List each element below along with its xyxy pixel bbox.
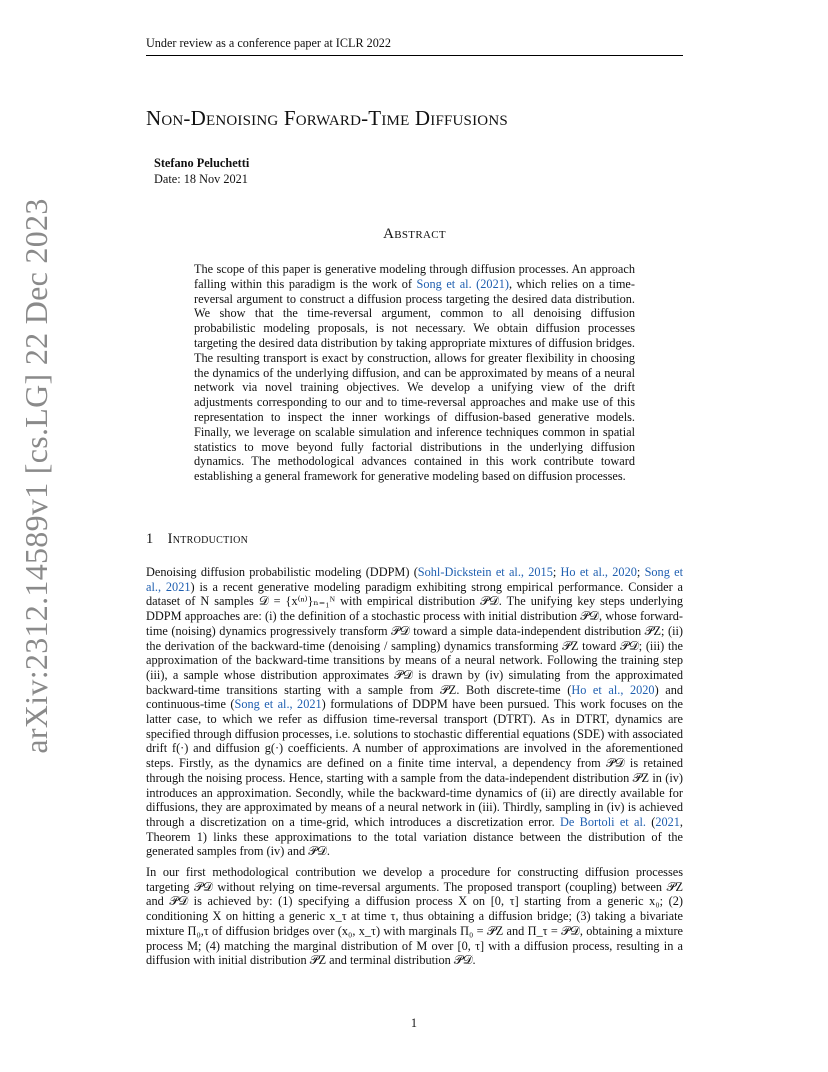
citation-link[interactable]: Song et al., 2021 — [146, 565, 683, 594]
body-text: ) formulations of DDPM have been pursued. This work focuses on the latter case, to which we refer as diffusion time-reversal transport (DTRT). As in DTRT, dynamics are specified through diffusion processes, i.e. solutions to stochastic differential equations (SDE) with associated drift f(·) and diffusion g(·) coefficients. A number of approximations are involved in the aforementioned steps. Firstly, as the dynamics are defined on a finite time interval, a dependency from 𝒫𝒟 is retained through the noising process. Hence, starting with a sample from the data-independent distribution 𝒫Z in (iv) introduces an approximation. Secondly, while the backward-time dynamics of (ii) are directly available for diffusions, they are approximated by means of a neural network in (iii). Thirdly, sampling in (iv) is achieved through a discretization on a time-grid, which introduces a discretization error. — [146, 697, 684, 829]
body-text: , Theorem 1) links these approximations to the total variation distance between the distribution of the generated samples from (iv) and 𝒫𝒟. — [146, 814, 683, 859]
abstract-heading: Abstract — [383, 226, 446, 242]
body-text: Denoising diffusion probabilistic modeling (DDPM) ( — [146, 565, 418, 579]
citation-link[interactable]: Song et al., 2021 — [234, 697, 322, 712]
arxiv-side-stamp: arXiv:2312.14589v1 [cs.LG] 22 Dec 2023 — [18, 198, 54, 754]
abstract-text: , which relies on a time-reversal argument to construct a diffusion process targeting the desired data distribution. We show that the time-reversal argument, common to all denoising diffusion probabilistic modeling proposals, is not necessary. We obtain diffusion processes targeting the desired data distribution by taking appropriate mixtures of diffusion bridges. The resulting transport is exact by construction, allows for greater flexibility in choosing the dynamics of the underlying diffusion, and can be approximated by means of a neural network via novel training objectives. We develop a unifying view of the drift adjustments corresponding to our and to time-reversal approaches and make use of this representation to inspect the inner workings of diffusion-based generative models. Finally, we leverage on scalable simulation and inference techniques common in spatial statistics to move beyond fully factorial distributions in the underlying diffusion dynamics. The methodological advances contained in this work contribute toward establishing a general framework for generative modeling based on diffusion processes. — [194, 276, 635, 484]
body-text: ; — [636, 565, 645, 579]
paper-date: Date: 18 Nov 2021 — [154, 172, 248, 186]
paragraph: In our first methodological contribution we develop a procedure for constructing diffusion processes targeting 𝒫𝒟 without relying on time-reversal arguments. The proposed transport (coupling) between 𝒫Z and 𝒫𝒟 is achieved by: (1) specifying a diffusion process X on [0, τ] starting from a generic x₀; (2) conditioning X on hitting a generic x_τ at time τ, thus obtaining a diffusion bridge; (3) taking a bivariate mixture Π₀,τ of diffusion bridges over (x₀, x_τ) with marginals Π₀ = 𝒫Z and Π_τ = 𝒫𝒟, obtaining a mixture process M; (4) matching the marginal distribution of M over [0, τ] with a diffusion process, resulting in a diffusion with initial distribution 𝒫Z and terminal distribution 𝒫𝒟. — [146, 865, 683, 968]
citation-link[interactable]: Sohl-Dickstein et al., 2015 — [417, 565, 553, 579]
paper-title: Non-Denoising Forward-Time Diffusions — [146, 106, 508, 130]
body-text: ( — [645, 814, 656, 829]
citation-link[interactable]: Ho et al., 2020 — [571, 682, 655, 697]
citation-link[interactable]: De Bortoli et al. — [560, 814, 646, 829]
citation-link[interactable]: Ho et al., 2020 — [560, 565, 637, 579]
section-number: 1 — [146, 531, 154, 547]
citation-link[interactable]: Song et al. (2021) — [416, 276, 509, 291]
paragraph — [146, 565, 683, 859]
author-name: Stefano Peluchetti — [154, 156, 250, 170]
section-heading — [146, 531, 248, 548]
abstract-body — [194, 262, 635, 484]
running-head: Under review as a conference paper at ICLR 2022 — [146, 36, 683, 56]
body-text: ) and continuous-time ( — [146, 682, 683, 712]
section-title: Introduction — [167, 531, 249, 547]
body-text: ) is a recent generative modeling paradigm exhibiting strong empirical performance. Consider a dataset of N samples 𝒟 = {x⁽ⁿ⁾}ₙ₌₁ᴺ with empirical distribution 𝒫𝒟. The unifying key steps underlying DDPM approaches are: (i) the definition of a stochastic process with initial distribution 𝒫𝒟, whose forward-time (noising) dynamics progressively transform 𝒫𝒟 toward a simple data-independent distribution 𝒫Z; (ii) the derivation of the backward-time (denoising / sampling) dynamics transforming 𝒫Z toward 𝒫𝒟; (iii) the approximation of the backward-time transitions by means of a neural network. Following the training step (iii), a sample whose distribution approximates 𝒫𝒟 is drawn by (iv) simulating from the approximated backward-time transitions starting with a sample from 𝒫Z. Both discrete-time ( — [146, 579, 683, 697]
citation-link[interactable]: 2021 — [655, 814, 680, 829]
page-number: 1 — [410, 1016, 418, 1030]
abstract-text: The scope of this paper is generative modeling through diffusion processes. An approach falling within this paradigm is the work of — [194, 262, 635, 291]
introduction-body — [146, 565, 683, 974]
body-text: ; — [552, 565, 561, 579]
